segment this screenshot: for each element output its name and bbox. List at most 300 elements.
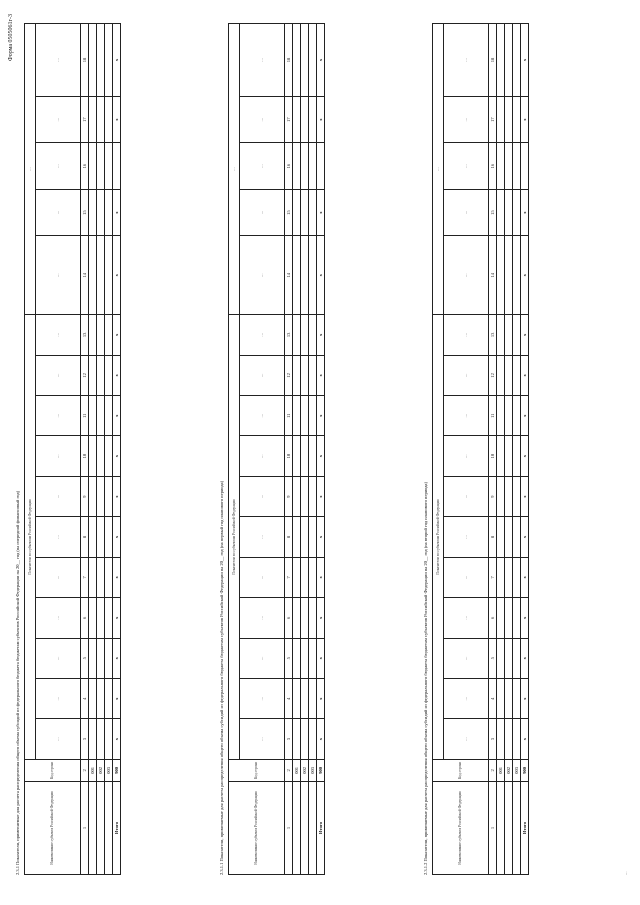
column-subheader	[240, 476, 285, 516]
column-subheader	[240, 236, 285, 315]
column-subheader	[240, 638, 285, 678]
table-cell	[309, 24, 317, 97]
total-cell: x	[317, 719, 325, 759]
column-number: 4	[81, 678, 89, 718]
column-subheader-label: …	[259, 273, 264, 278]
column-subheader	[240, 678, 285, 718]
table-cell	[513, 96, 521, 142]
column-number: 1	[489, 782, 497, 875]
column-header-code-label: Код строки	[254, 761, 259, 779]
data-table	[228, 23, 325, 875]
header-row-main	[433, 24, 444, 875]
total-cell: x	[521, 236, 529, 315]
table-cell	[301, 143, 309, 189]
column-subheader-label: …	[55, 454, 60, 458]
column-subheader-label: …	[55, 575, 60, 580]
column-number: 14	[285, 236, 293, 315]
table-cell	[293, 517, 301, 557]
section-title: 2.3.1.1 Показатели, применяемые для расчета распределения общего объема субсидий из федерального бюджета бюджетам субъектов Российской Федерации на 20__ год (на первый год планового периода)	[219, 480, 224, 875]
total-cell: x	[521, 315, 529, 355]
column-number: 9	[81, 476, 89, 516]
total-code: 900	[317, 759, 325, 781]
column-subheader	[36, 24, 81, 97]
table-row	[497, 24, 505, 875]
column-number: 18	[81, 24, 89, 97]
table-cell	[293, 598, 301, 638]
table-cell	[497, 189, 505, 235]
table-cell	[513, 638, 521, 678]
total-cell: x	[317, 96, 325, 142]
column-subheader-label: …	[463, 535, 468, 539]
column-group-header	[433, 315, 444, 760]
column-number: 18	[489, 24, 497, 97]
column-subheader-label: …	[55, 373, 60, 378]
column-number: 5	[81, 638, 89, 678]
table-cell	[497, 96, 505, 142]
column-subheader	[36, 678, 81, 718]
total-cell: x	[521, 24, 529, 97]
column-subheader-label: …	[259, 575, 264, 580]
column-subheader	[444, 236, 489, 315]
column-subheader-label: …	[259, 164, 264, 168]
table-cell	[89, 476, 97, 516]
column-subheader	[36, 96, 81, 142]
column-number: 16	[489, 143, 497, 189]
column-subheader-label: …	[463, 616, 468, 620]
total-cell: x	[113, 638, 121, 678]
table-row	[97, 24, 105, 875]
row-code: 001	[293, 759, 301, 781]
column-group-header	[229, 315, 240, 760]
column-subheader	[36, 143, 81, 189]
row-name	[293, 782, 301, 875]
table-cell	[309, 476, 317, 516]
column-subheader	[444, 189, 489, 235]
column-subheader-label: …	[463, 656, 468, 661]
column-subheader	[444, 315, 489, 355]
total-cell: x	[113, 189, 121, 235]
column-subheader-label: …	[259, 494, 264, 499]
column-number: 16	[285, 143, 293, 189]
total-cell: x	[317, 638, 325, 678]
column-group-header-label: Показатели по субъектам Российской Федерации	[435, 499, 440, 575]
total-cell: x	[113, 24, 121, 97]
total-cell: x	[317, 557, 325, 597]
column-subheader	[444, 143, 489, 189]
table-cell	[105, 189, 113, 235]
table-cell	[89, 396, 97, 436]
column-group-header	[25, 315, 36, 760]
column-number: 12	[489, 355, 497, 395]
column-group-header-label: Показатели по субъектам Российской Федерации	[231, 499, 236, 575]
column-header-name	[229, 782, 285, 875]
column-number-row	[285, 24, 293, 875]
table-cell	[97, 719, 105, 759]
table-row	[105, 24, 113, 875]
column-subheader	[444, 719, 489, 759]
total-row	[317, 24, 325, 875]
table-cell	[105, 396, 113, 436]
column-header-name-label: Наименование субъекта Российской Федерации	[50, 791, 55, 865]
total-cell: x	[113, 517, 121, 557]
table-cell	[293, 638, 301, 678]
total-cell: x	[317, 476, 325, 516]
table-cell	[301, 638, 309, 678]
table-cell	[293, 719, 301, 759]
table-cell	[309, 396, 317, 436]
column-subheader	[240, 719, 285, 759]
table-cell	[89, 315, 97, 355]
row-name	[505, 782, 513, 875]
table-cell	[97, 143, 105, 189]
column-subheader	[240, 436, 285, 476]
column-subheader-label: …	[55, 333, 60, 337]
column-subheader-label: …	[259, 58, 264, 62]
column-subheader	[240, 315, 285, 355]
column-subheader	[444, 598, 489, 638]
column-subheader-label: …	[463, 696, 468, 701]
row-code: 001	[497, 759, 505, 781]
column-subheader-label: …	[463, 117, 468, 122]
column-number: 3	[489, 719, 497, 759]
table-cell	[89, 598, 97, 638]
table-cell	[505, 476, 513, 516]
column-subheader-label: …	[463, 210, 468, 215]
total-cell: x	[521, 638, 529, 678]
column-subheader-label: …	[463, 273, 468, 278]
column-number: 15	[489, 189, 497, 235]
column-subheader	[240, 517, 285, 557]
table-cell	[513, 719, 521, 759]
column-number: 8	[81, 517, 89, 557]
column-number: 11	[489, 396, 497, 436]
column-subheader	[36, 189, 81, 235]
column-header-name	[433, 782, 489, 875]
table-cell	[513, 598, 521, 638]
table-cell	[513, 436, 521, 476]
table-cell	[301, 436, 309, 476]
total-cell: x	[113, 96, 121, 142]
column-subheader-label: …	[55, 164, 60, 168]
column-subheader-label: …	[463, 454, 468, 458]
total-cell: x	[317, 598, 325, 638]
row-code: 002	[301, 759, 309, 781]
column-group-header-right-label: …	[435, 167, 440, 171]
table-cell	[97, 24, 105, 97]
column-number: 4	[489, 678, 497, 718]
table-cell	[105, 517, 113, 557]
table-cell	[497, 557, 505, 597]
footnote: …	[624, 871, 628, 875]
table-cell	[505, 436, 513, 476]
column-subheader-label: …	[259, 737, 264, 741]
table-cell	[497, 517, 505, 557]
table-cell	[97, 236, 105, 315]
row-name	[97, 782, 105, 875]
table-cell	[293, 24, 301, 97]
column-number: 4	[285, 678, 293, 718]
table-cell	[497, 678, 505, 718]
table-cell	[293, 236, 301, 315]
table-cell	[309, 355, 317, 395]
total-cell: x	[113, 557, 121, 597]
total-cell: x	[317, 315, 325, 355]
column-subheader-label: …	[463, 333, 468, 337]
table-cell	[301, 315, 309, 355]
column-header-code-label: Код строки	[458, 761, 463, 779]
total-cell: x	[113, 719, 121, 759]
table-cell	[505, 678, 513, 718]
table-cell	[293, 678, 301, 718]
row-code: 002	[97, 759, 105, 781]
table-cell	[97, 355, 105, 395]
table-cell	[513, 517, 521, 557]
column-subheader	[36, 355, 81, 395]
column-subheader-label: …	[55, 696, 60, 701]
column-number: 7	[81, 557, 89, 597]
table-row	[293, 24, 301, 875]
table-cell	[97, 476, 105, 516]
row-name	[497, 782, 505, 875]
column-group-header-right-label: …	[27, 167, 32, 171]
table-cell	[293, 476, 301, 516]
column-subheader-label: …	[259, 696, 264, 701]
table-cell	[301, 557, 309, 597]
column-subheader-label: …	[55, 656, 60, 661]
column-number: 15	[81, 189, 89, 235]
column-subheader	[36, 638, 81, 678]
column-number: 10	[489, 436, 497, 476]
column-number: 9	[489, 476, 497, 516]
column-header-code	[433, 759, 489, 781]
column-subheader-label: …	[463, 494, 468, 499]
total-cell: x	[521, 476, 529, 516]
column-subheader	[240, 96, 285, 142]
table-row	[505, 24, 513, 875]
table-cell	[497, 355, 505, 395]
total-cell: x	[317, 517, 325, 557]
column-subheader-label: …	[55, 737, 60, 741]
table-cell	[89, 143, 97, 189]
total-cell	[521, 143, 529, 189]
column-subheader-label: …	[259, 210, 264, 215]
column-number: 14	[81, 236, 89, 315]
table-cell	[293, 315, 301, 355]
table-cell	[293, 189, 301, 235]
table-cell	[497, 436, 505, 476]
row-name	[105, 782, 113, 875]
column-number: 13	[489, 315, 497, 355]
table-cell	[301, 96, 309, 142]
column-number: 5	[489, 638, 497, 678]
total-cell	[317, 143, 325, 189]
table-cell	[293, 396, 301, 436]
total-cell: x	[521, 719, 529, 759]
column-subheader	[36, 557, 81, 597]
column-subheader	[444, 355, 489, 395]
column-subheader-label: …	[259, 333, 264, 337]
column-subheader	[240, 189, 285, 235]
total-cell: x	[113, 678, 121, 718]
table-cell	[293, 436, 301, 476]
column-subheader	[36, 598, 81, 638]
table-cell	[301, 517, 309, 557]
table-cell	[89, 638, 97, 678]
table-cell	[513, 396, 521, 436]
table-cell	[309, 719, 317, 759]
column-subheader-label: …	[259, 656, 264, 661]
total-cell: x	[521, 96, 529, 142]
column-header-code	[229, 759, 285, 781]
total-cell: x	[317, 236, 325, 315]
table-section	[218, 23, 414, 875]
total-cell: x	[521, 598, 529, 638]
table-cell	[105, 678, 113, 718]
column-subheader-label: …	[55, 616, 60, 620]
column-subheader	[444, 557, 489, 597]
total-cell: x	[521, 436, 529, 476]
column-subheader-label: …	[55, 210, 60, 215]
table-cell	[301, 189, 309, 235]
column-header-code	[25, 759, 81, 781]
table-cell	[105, 557, 113, 597]
table-row	[309, 24, 317, 875]
table-cell	[89, 96, 97, 142]
column-number: 6	[285, 598, 293, 638]
table-cell	[513, 24, 521, 97]
column-number: 16	[81, 143, 89, 189]
column-subheader	[36, 476, 81, 516]
column-number: 1	[285, 782, 293, 875]
table-cell	[513, 355, 521, 395]
column-group-header-label: Показатели по субъектам Российской Федерации	[27, 499, 32, 575]
column-number: 6	[81, 598, 89, 638]
row-code: 001	[89, 759, 97, 781]
table-cell	[89, 189, 97, 235]
section-title: 2.3.1 Показатели, применяемые для расчета распределения общего объема субсидий из федерального бюджета бюджетам субъектов Российской Федерации на 20__ год (на очередной финансовый год)	[15, 490, 20, 875]
column-number: 17	[81, 96, 89, 142]
column-number: 10	[81, 436, 89, 476]
column-number: 1	[81, 782, 89, 875]
column-number: 2	[285, 759, 293, 781]
total-cell: x	[317, 396, 325, 436]
row-code: 003	[309, 759, 317, 781]
total-label: Итого	[317, 782, 325, 875]
column-number: 5	[285, 638, 293, 678]
column-number: 17	[285, 96, 293, 142]
column-header-code-label: Код строки	[50, 761, 55, 779]
column-subheader	[36, 396, 81, 436]
column-number: 10	[285, 436, 293, 476]
column-subheader-label: …	[55, 535, 60, 539]
table-cell	[105, 476, 113, 516]
total-cell: x	[317, 678, 325, 718]
column-subheader-label: …	[463, 413, 468, 418]
table-cell	[97, 396, 105, 436]
table-cell	[105, 355, 113, 395]
column-subheader-label: …	[259, 413, 264, 418]
column-subheader	[444, 436, 489, 476]
total-cell: x	[317, 355, 325, 395]
total-cell: x	[317, 436, 325, 476]
column-number: 3	[285, 719, 293, 759]
table-row	[301, 24, 309, 875]
column-number: 9	[285, 476, 293, 516]
table-cell	[505, 315, 513, 355]
column-subheader	[240, 557, 285, 597]
column-subheader-label: …	[463, 737, 468, 741]
column-number: 15	[285, 189, 293, 235]
total-cell: x	[521, 517, 529, 557]
table-cell	[105, 638, 113, 678]
column-subheader	[444, 638, 489, 678]
table-cell	[309, 96, 317, 142]
table-cell	[97, 96, 105, 142]
total-label: Итого	[521, 782, 529, 875]
total-cell: x	[521, 678, 529, 718]
total-cell	[113, 143, 121, 189]
table-cell	[105, 436, 113, 476]
column-subheader-label: …	[259, 117, 264, 122]
table-cell	[309, 638, 317, 678]
table-cell	[309, 678, 317, 718]
table-cell	[505, 396, 513, 436]
table-cell	[309, 598, 317, 638]
table-cell	[497, 24, 505, 97]
column-subheader-label: …	[463, 575, 468, 580]
table-cell	[513, 143, 521, 189]
row-name	[309, 782, 317, 875]
table-cell	[105, 96, 113, 142]
table-cell	[513, 315, 521, 355]
column-number: 13	[285, 315, 293, 355]
table-cell	[505, 557, 513, 597]
table-cell	[89, 719, 97, 759]
column-number: 2	[489, 759, 497, 781]
table-cell	[505, 189, 513, 235]
table-row	[513, 24, 521, 875]
table-cell	[309, 557, 317, 597]
table-cell	[505, 517, 513, 557]
header-row-main	[229, 24, 240, 875]
table-cell	[497, 143, 505, 189]
table-cell	[505, 96, 513, 142]
table-section	[422, 23, 618, 875]
table-cell	[513, 189, 521, 235]
column-number-row	[81, 24, 89, 875]
column-subheader	[444, 396, 489, 436]
table-cell	[89, 517, 97, 557]
table-cell	[97, 315, 105, 355]
total-cell: x	[521, 189, 529, 235]
column-header-name	[25, 782, 81, 875]
total-row	[113, 24, 121, 875]
table-cell	[513, 678, 521, 718]
table-cell	[497, 719, 505, 759]
table-cell	[505, 24, 513, 97]
column-subheader	[36, 719, 81, 759]
column-subheader	[444, 24, 489, 97]
table-cell	[505, 236, 513, 315]
table-cell	[309, 236, 317, 315]
row-name	[513, 782, 521, 875]
table-cell	[89, 678, 97, 718]
table-cell	[89, 355, 97, 395]
column-subheader-label: …	[55, 494, 60, 499]
column-number: 17	[489, 96, 497, 142]
data-table	[24, 23, 121, 875]
table-cell	[505, 355, 513, 395]
